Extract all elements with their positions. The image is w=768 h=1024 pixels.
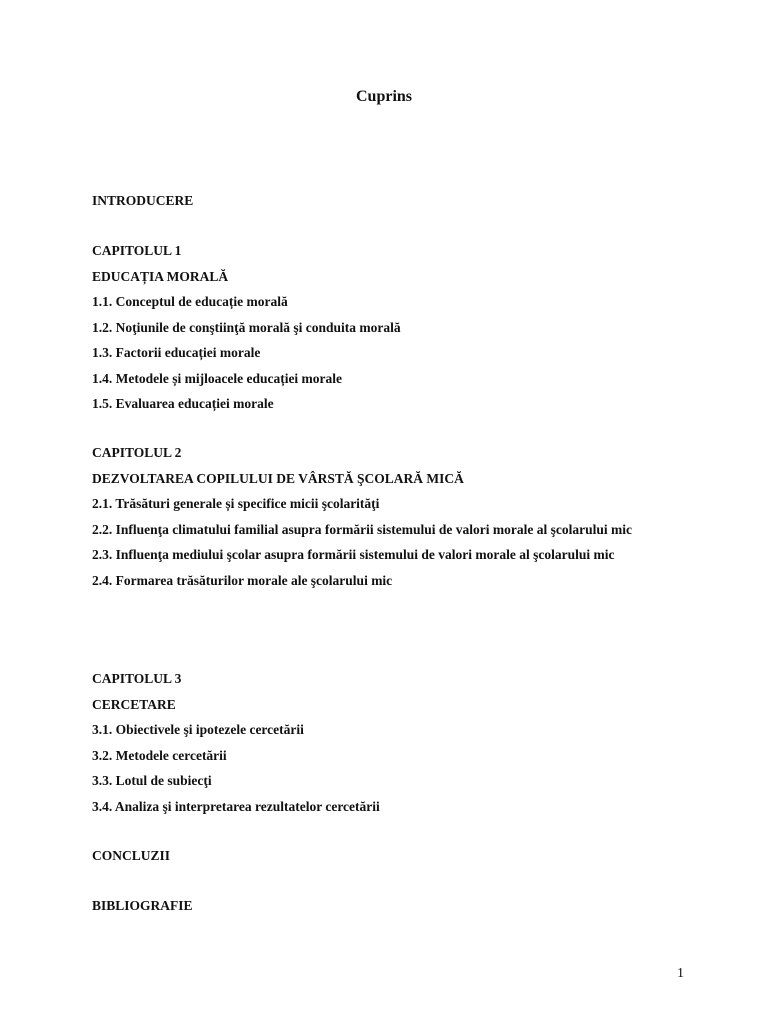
toc-chapter-2 [92, 440, 677, 593]
toc-introduction-block [92, 188, 677, 214]
page-title: Cuprins [355, 88, 413, 105]
page-number: 1 [677, 966, 684, 981]
toc-section-1-3: 1.3. Factorii educației morale [92, 345, 261, 360]
toc-section-3-4: 3.4. Analiza şi interpretarea rezultatelor cercetării [92, 798, 380, 814]
chapter-label: CAPITOLUL 2 [92, 445, 182, 460]
toc-section-2-3: 2.3. Influenţa mediului şcolar asupra formării sistemului de valori morale al şcolarului mic [92, 547, 615, 562]
toc-section-3-2: 3.2. Metodele cercetării [92, 747, 227, 763]
toc-section-3-3: 3.3. Lotul de subiecţi [92, 773, 212, 788]
chapter-label: CAPITOLUL 1 [92, 243, 182, 258]
toc-section-2-4: 2.4. Formarea trăsăturilor morale ale şcolarului mic [92, 572, 393, 588]
chapter-title: CERCETARE [92, 696, 176, 712]
toc-section-1-2: 1.2. Noţiunile de conştiinţă morală şi conduita morală [92, 319, 401, 335]
toc-section-2-2: 2.2. Influenţa climatului familial asupra formării sistemului de valori morale al şcolarului mic [92, 521, 632, 537]
chapter-title: DEZVOLTAREA COPILULUI DE VÂRSTĂ ŞCOLARĂ MICĂ [92, 470, 464, 486]
toc-section-3-1: 3.1. Obiectivele şi ipotezele cercetării [92, 722, 304, 737]
toc-section-1-5: 1.5. Evaluarea educației morale [92, 396, 274, 411]
chapter-label: CAPITOLUL 3 [92, 671, 182, 686]
toc-chapter-1 [92, 238, 677, 417]
toc-section-1-4: 1.4. Metodele și mijloacele educației morale [92, 370, 343, 386]
toc-introduction: INTRODUCERE [92, 193, 194, 208]
toc-conclusions: CONCLUZII [92, 848, 171, 863]
toc-chapter-3 [92, 666, 677, 819]
toc-bibliography-block [92, 893, 677, 919]
toc-conclusions-block [92, 843, 677, 869]
toc-section-2-1: 2.1. Trăsături generale și specifice micii şcolarităţi [92, 496, 380, 511]
chapter-title: EDUCAȚIA MORALĂ [92, 268, 229, 284]
toc-bibliography: BIBLIOGRAFIE [92, 898, 193, 913]
toc-section-1-1: 1.1. Conceptul de educație morală [92, 294, 288, 309]
